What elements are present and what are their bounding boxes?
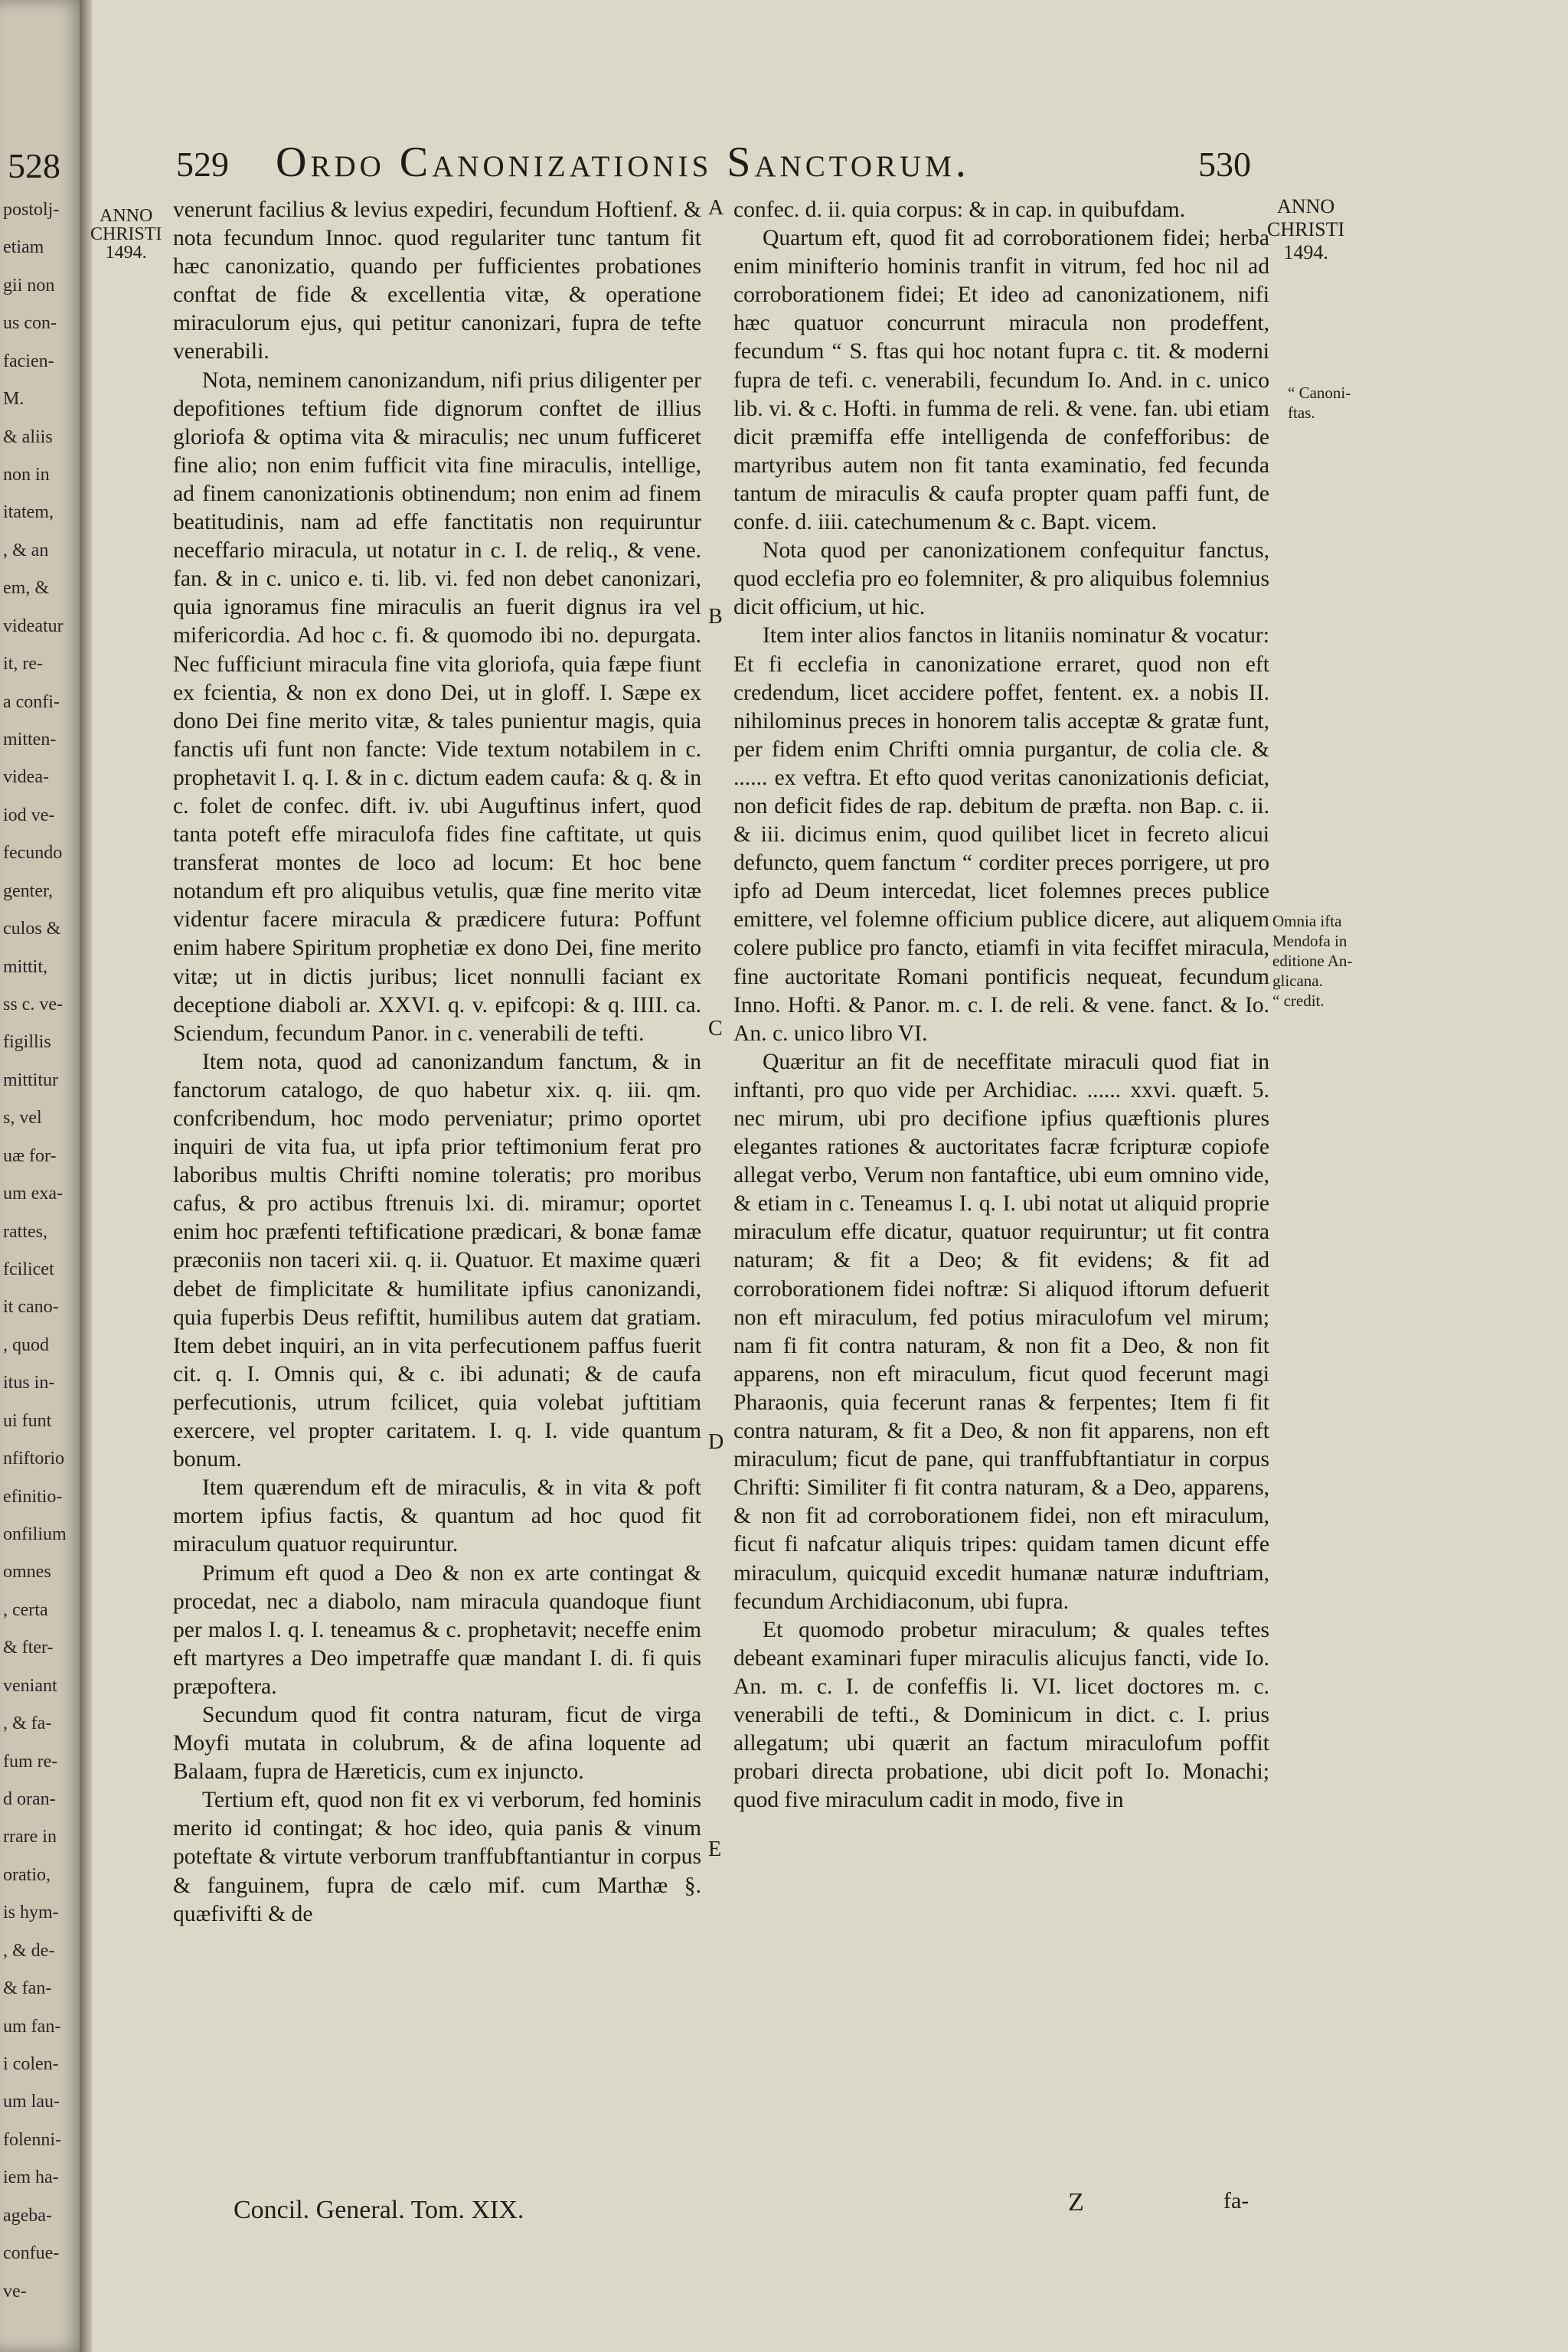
left-page-fragment: s, vel xyxy=(3,1108,42,1129)
left-page-fragment: itus in- xyxy=(3,1373,55,1393)
left-page-fragment: onfilium xyxy=(3,1524,67,1544)
left-page-fragment: itatem, xyxy=(3,502,54,523)
running-title: Ordo Canonizationis Sanctorum. xyxy=(276,139,970,186)
left-page-fragment: um lau- xyxy=(3,2092,60,2112)
left-page-fragment: oratio, xyxy=(3,1864,51,1885)
left-page-fragment: iod ve- xyxy=(3,805,55,825)
left-page-fragment: um fan- xyxy=(3,2016,61,2037)
left-page-fragment: ageba- xyxy=(3,2205,52,2226)
left-page-fragment: gii non xyxy=(3,275,55,296)
page-number-left: 529 xyxy=(176,145,229,184)
paragraph: Secundum quod fit contra naturam, ficut de virga Moyfi mutata in colubrum, & de afina loquente ad Balaam, fupra de Hæreticis, cum ex injuncto. xyxy=(173,1702,701,1785)
left-page-fragment: omnes xyxy=(3,1562,51,1583)
left-page-fragment: it cano- xyxy=(3,1297,59,1318)
left-page-fragment: ve- xyxy=(3,2281,27,2301)
paragraph: Item quærendum eft de miraculis, & in vita & poft mortem ipfius factis, & quantum ad hoc quod fit miraculum quatuor requiruntur. xyxy=(173,1475,701,1557)
left-page-fragment: & aliis xyxy=(3,426,53,447)
left-page-fragment: postolj- xyxy=(3,200,60,220)
paragraph: confec. d. ii. quia corpus: & in cap. in quibufdam. xyxy=(733,198,1186,222)
left-page-fragment: d oran- xyxy=(3,1789,56,1809)
left-page-fragment: um exa- xyxy=(3,1184,63,1204)
paragraph: Item inter alios fanctos in litaniis nominatur & vocatur: Et fi ecclefia in canonizatione erraret, quod non eft credendum, licet accidere poffet, fentent. ex. a nobis II. nihilominus preces in honorem talis acceptæ & gratæ funt, per fidem enim Chrifti omnia purgantur, de colia cle. & ...... ex veftra. Et efto quod veritas canonizationis deficiat, non deficit fides de rap. debitum de præfta. non Bap. c. ii. & iii. dicimus enim, quod quilibet licet in fecreto alicui defuncto, quem fanctum “ corditer preces porrigere, ut pro ipfo ad Deum intercedat, licet folemnes preces publice emittere, vel folemne officium publice dicere, aut aliquem colere publice pro fancto, etiamfi in vita feciffet miracula, fine auctoritate Romani pontificis nequeat, fecundum Inno. Hofti. & Panor. m. c. I. de reli. & vene. fanct. & Io. An. c. unico libro VI. xyxy=(733,623,1269,1046)
left-page-fragment: us con- xyxy=(3,313,57,334)
anno-christi-right: ANNO CHRISTI 1494. xyxy=(1267,195,1345,263)
left-page-fragment: em, & xyxy=(3,578,49,599)
page-number-right: 530 xyxy=(1198,145,1251,184)
left-page-fragment: iem ha- xyxy=(3,2167,59,2188)
left-page-fragment: genter, xyxy=(3,880,54,901)
left-page-edge xyxy=(0,0,86,2352)
left-page-fragment: is hym- xyxy=(3,1903,59,1923)
left-page-fragment: i colen- xyxy=(3,2054,59,2074)
left-page-fragment: efinitio- xyxy=(3,1486,63,1507)
left-page-number: 528 xyxy=(8,146,60,185)
text-column-right xyxy=(733,196,1269,1815)
paragraph: Item nota, quod ad canonizandum fanctum, & in fanctorum catalogo, de quo habetur xix. q. iii. qm. confcribendum, hoc modo perveniatur; primo oportet inquiri de vita fua, ut ipfa prior teftimonium ferat pro laboribus multis Chrifti nomine toleratis; pro moribus cafus, & pro actibus ftrenuis lxi. di. miramur; oportet enim hoc præfenti teftificatione prædicari, & bonæ famæ præconiis non taceri xii. q. ii. Quatuor. Et maxime quæri debet de fimplicitate & humilitate ipfius canonizandi, quia fuperbis Deus refiftit, humilibus autem dat gratiam. Item debet inquiri, an in vita perfecutionem paffus fuerit cit. q. I. Omnis qui, & c. ibi adunati; & de caufa perfecutionis, utrum fcilicet, quia volebat juftitiam exercere, vel propter caritatem. I. q. I. vide quantum bonum. xyxy=(173,1049,701,1472)
left-page-fragment: M. xyxy=(3,389,24,410)
section-letter-c: C xyxy=(708,1017,723,1040)
left-page-fragment: , quod xyxy=(3,1334,49,1355)
left-page-fragment: it, re- xyxy=(3,654,43,675)
left-page-fragment: rattes, xyxy=(3,1221,47,1242)
left-page-fragment: , & an xyxy=(3,540,49,560)
left-page-fragment: & fter- xyxy=(3,1638,54,1658)
left-page-fragment: fecundo xyxy=(3,843,63,864)
left-page-fragment: mittit, xyxy=(3,956,48,977)
left-page-fragment: ss c. ve- xyxy=(3,995,63,1014)
left-page-fragment: uæ for- xyxy=(3,1145,57,1166)
paragraph: Tertium eft, quod non fit ex vi verborum, fed hominis merito id contingat; & hoc ideo, quia panis & vinum poteftate & virtute verborum tranffubftantiantur in corpus & fanguinem, fupra de cælo mif. cum Marthæ §. quæfivifti & de xyxy=(173,1788,701,1926)
left-page-fragment: , & de- xyxy=(3,1940,55,1961)
left-page-fragment: nfiftorio xyxy=(3,1449,64,1469)
volume-footer: Concil. General. Tom. XIX. xyxy=(234,2196,524,2224)
left-page-fragment: videatur xyxy=(3,616,64,636)
left-page-fragment: figillis xyxy=(3,1032,51,1053)
text-column-left xyxy=(173,196,701,1929)
left-page-fragment: a confi- xyxy=(3,691,60,712)
left-page-fragment: , & fa- xyxy=(3,1713,52,1734)
left-page-fragment: folenni- xyxy=(3,2129,61,2150)
left-page-fragment: non in xyxy=(3,465,50,485)
section-letter-b: B xyxy=(708,605,723,629)
margin-note-canoni: “ Canoni- ftas. xyxy=(1288,384,1351,422)
left-page-fragment: ui funt xyxy=(3,1410,52,1431)
left-page-fragment: facien- xyxy=(3,351,54,371)
left-page-fragment: mittitur xyxy=(3,1070,58,1090)
paragraph: Nota, neminem canonizandum, nifi prius diligenter per depofitiones teftium fide dignorum conftet de illius gloriofa & optima vita & miraculis; nec unum fufficeret fine alio; non enim fufficit vita fine miraculis, intellige, ad finem canonizationis obtinendum; non enim ad finem beatitudinis, nam ad effe fanctitatis non requiruntur neceffario miracula, ut notatur in c. I. de reliq., & vene. fan. & in c. unico e. ti. lib. vi. fed non debet canonizari, quia ignoramus fine miraculis an fuerit dignus ira vel mifericordia. Ad hoc c. fi. & quomodo ibi no. depurgata. Nec fufficiunt miracula fine vita gloriofa, quia fæpe fiunt ex fcientia, & non ex dono Dei, ut in gloff. I. Sæpe ex dono Dei fine merito vitæ, & tales punientur magis, quia fanctis ufi funt non fancte: Vide textum notabilem in c. prophetavit I. q. I. & in c. dictum eadem caufa: & q. & in c. folet de confec. dift. iv. ubi Auguftinus infert, quod tanta poteft effe miraculofa fides fine caftitate, ut quis transferat montes de loco ad locum: Et hoc bene notandum eft pro aliquibus vetulis, quæ fine merito vitæ videntur facere miracula & prædicere futura: Poffunt enim habere Spiritum prophetiæ ex dono Dei, fine merito vitæ; ut in dictis juribus; licet nonnulli faciant ex deceptione diaboli ar. XXVI. q. v. epifcopi: & q. IIII. ca. Sciendum, fecundum Panor. in c. venerabili de tefti. xyxy=(173,368,701,1046)
margin-note-omnia: Omnia ifta Mendofa in editione An- glicana. “ credit. xyxy=(1272,912,1353,1010)
left-page-fragment: mitten- xyxy=(3,730,57,750)
paragraph: Quartum eft, quod fit ad corroborationem fidei; herba enim minifterio hominis tranfit in vitrum, fed hoc nil ad corroborationem fidei; Et ideo ad canonizationem, nifi hæc quatuor concurrunt miracula non prodeffent, fecundum “ S. ftas qui hoc notant fupra c. tit. & moderni fupra de tefi. c. venerabili, fecundum Io. And. in c. unico lib. vi. & c. Hofti. in fumma de reli. & vene. fan. ubi etiam dicit præmiffa effe intelligenda de confefforibus: de martyribus autem non fit tanta examinatio, fed fecunda tantum de miraculis & caufa propter quam paffi funt, de confe. d. iiii. catechumenum & c. Bapt. vicem. xyxy=(733,226,1269,535)
signature-mark: Z xyxy=(1068,2188,1084,2216)
section-letter-d: D xyxy=(708,1430,724,1454)
paragraph: Et quomodo probetur miraculum; & quales teftes debeant examinari fuper miraculis alicujus fancti, vide Io. An. m. c. I. de confeffis li. VI. licet doctores m. c. venerabili de tefti., & Dominicum in dict. c. I. prius allegatum; ubi quærit an factum miraculofum poffit probari directa probatione, ubi dicit poft Io. Monachi; quod five miraculum cadit in modo, five in xyxy=(733,1617,1269,1813)
left-page-fragment: culos & xyxy=(3,919,61,939)
section-letter-a: A xyxy=(708,196,724,220)
paragraph: Quæritur an fit de neceffitate miraculi quod fiat in inftanti, pro quo vide per Archidiac. ...... xxvi. quæft. 5. nec mirum, ubi pro decifione ipfius quæftionis plures elegantes rationes & auctoritates facræ fcripturæ copiofe allegat verbo, Verum non fantaftice, ubi eum omnino vide, & etiam in c. Teneamus I. q. I. ubi notat ut aliquid proprie miraculum effe dicatur, quatuor requiruntur; ut fit contra naturam; & fit a Deo; & fit evidens; & fit ad corroborationem fidei noftræ: Si aliquod iftorum defuerit non eft miraculum, fed potius miraculofum vel mirum; nam fi fit contra naturam, & non fit a Deo, & non fit apparens, non eft miraculum, ficut quod fecerunt magi Pharaonis, quia fecerunt ranas & ferpentes; Item fi fit contra naturam, & fit a Deo, & non fit apparens, non eft miraculum; ficut de pane, qui tranffubftantiatur in corpus Chrifti: Similiter fi fit contra naturam, & a Deo, apparens, & non fit ad corroborationem fidei, non eft miraculum, ficut fi nafcatur aliquis tripes: quidam tamen dicunt effe miraculum, quicquid excedit humanæ naturæ induftriam, fecundum Archidiaconum, ubi fupra. xyxy=(733,1049,1269,1614)
left-page-fragment: rrare in xyxy=(3,1827,57,1847)
left-page-fragment: fum re- xyxy=(3,1751,58,1772)
anno-christi-left: ANNO CHRISTI 1494. xyxy=(90,206,162,263)
left-page-fragment: , certa xyxy=(3,1599,48,1620)
paragraph: venerunt facilius & levius expediri, fecundum Hoftienf. & nota fecundum Innoc. quod regulariter tunc tantum fit hæc canonizatio, quando per fufficientes probationes conftat de fide & excellentia vitæ, & operatione miraculorum ejus, qui petitur canonizari, fupra de tefte venerabili. xyxy=(173,198,701,364)
catchword: fa- xyxy=(1223,2188,1250,2213)
left-page-fragment: etiam xyxy=(3,237,44,258)
paragraph: Primum eft quod a Deo & non ex arte contingat & procedat, nec a diabolo, nam miracula quandoque fiunt per malos I. q. I. teneamus & c. prophetavit; neceffe enim eft martyres a Deo impetraffe quæ mandant I. di. fi quis præpoftera. xyxy=(173,1560,701,1699)
left-page-fragment: videa- xyxy=(3,767,49,788)
left-page-fragment: confue- xyxy=(3,2243,60,2264)
paragraph: Nota quod per canonizationem confequitur fanctus, quod ecclefia pro eo folemniter, & pro aliquibus folemnius dicit officium, ut hic. xyxy=(733,538,1269,620)
left-page-fragment: veniant xyxy=(3,1675,57,1696)
left-page-fragment: & fan- xyxy=(3,1978,52,1999)
section-letter-e: E xyxy=(708,1838,722,1861)
left-page-fragment: fcilicet xyxy=(3,1259,54,1279)
